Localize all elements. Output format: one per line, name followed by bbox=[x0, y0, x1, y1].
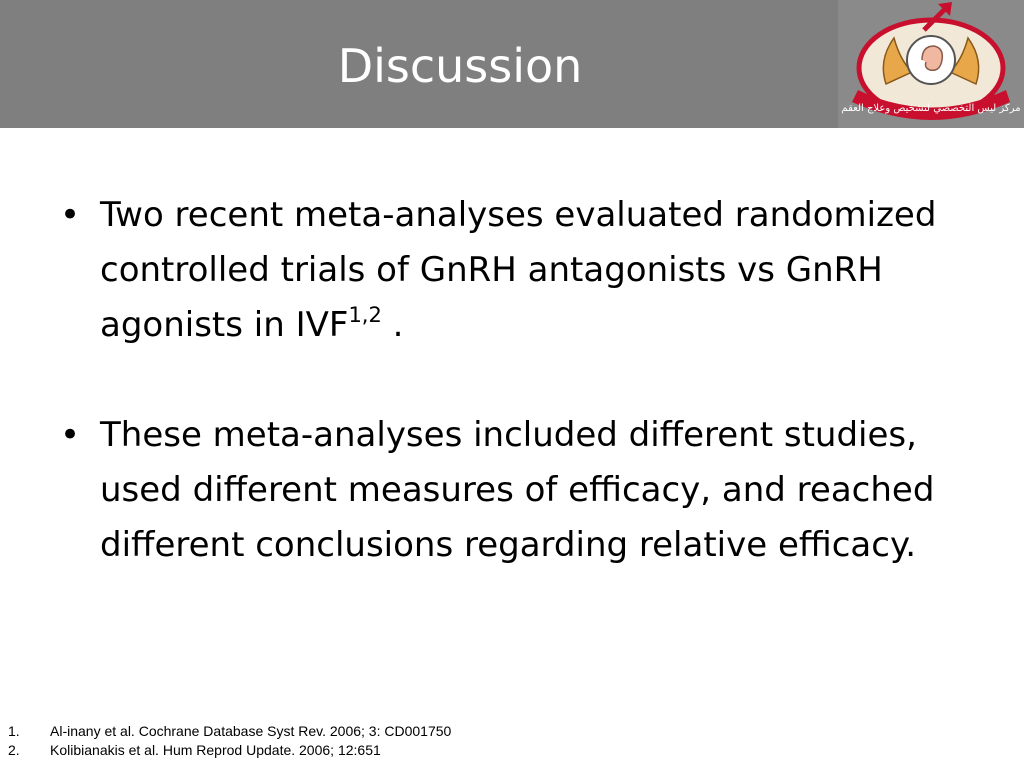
reference-item bbox=[8, 722, 451, 741]
reference-number: 1. bbox=[8, 723, 20, 739]
logo-arabic-text: مركز ليس التخصصي لتشخيص وعلاج العقم bbox=[841, 103, 1021, 114]
reference-text: Al-inany et al. Cochrane Database Syst Rev. 2006; 3: CD001750 bbox=[50, 723, 452, 739]
reference-number: 2. bbox=[8, 742, 20, 758]
citation-superscript: 1,2 bbox=[348, 303, 382, 327]
slide-header bbox=[0, 0, 1024, 128]
slide-title: Discussion bbox=[337, 39, 583, 93]
reference-item bbox=[8, 741, 451, 760]
bullet-suffix: . bbox=[381, 305, 404, 345]
logo-container bbox=[838, 0, 1024, 128]
bullet-list bbox=[60, 188, 960, 628]
reference-text: Kolibianakis et al. Hum Reprod Update. 2006; 12:651 bbox=[50, 742, 381, 758]
bullet-text: These meta-analyses included different studies, used different measures of efficacy, and reached different conclusions regarding relative efficacy. bbox=[100, 415, 935, 565]
bullet-item bbox=[60, 188, 960, 353]
bullet-marker: • bbox=[60, 195, 81, 235]
reference-list bbox=[8, 722, 451, 760]
bullet-item bbox=[60, 408, 960, 573]
bullet-marker: • bbox=[60, 415, 81, 455]
fertility-center-logo-icon bbox=[838, 0, 1024, 128]
bullet-text: Two recent meta-analyses evaluated randomized controlled trials of GnRH antagonists vs GnRH agonists in IVF bbox=[100, 195, 937, 345]
